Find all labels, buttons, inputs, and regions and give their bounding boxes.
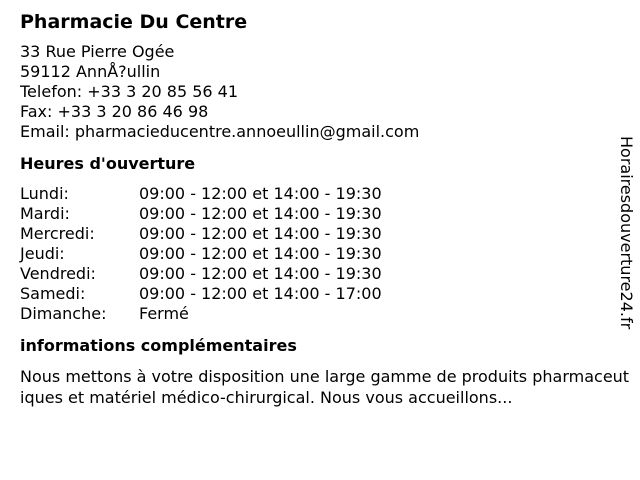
time-range: 09:00 - 12:00 et 14:00 - 19:30 [139, 264, 382, 283]
hours-row [20, 244, 610, 264]
address-street: 33 Rue Pierre Ogée [20, 42, 175, 61]
additional-info-heading: informations complémentaires [20, 336, 297, 355]
time-range: Fermé [139, 304, 189, 323]
hours-row [20, 284, 610, 304]
site-watermark: Horairesdouverture24.fr [617, 136, 636, 330]
opening-hours-table [20, 184, 610, 324]
time-range: 09:00 - 12:00 et 14:00 - 17:00 [139, 284, 382, 303]
day-label: Lundi: [20, 184, 69, 203]
time-range: 09:00 - 12:00 et 14:00 - 19:30 [139, 184, 382, 203]
hours-row [20, 304, 610, 324]
hours-row [20, 224, 610, 244]
address-city: 59112 AnnÅ?ullin [20, 62, 161, 81]
day-label: Mardi: [20, 204, 70, 223]
time-range: 09:00 - 12:00 et 14:00 - 19:30 [139, 224, 382, 243]
opening-hours-heading: Heures d'ouverture [20, 154, 196, 173]
pharmacy-name: Pharmacie Du Centre [20, 11, 248, 33]
contact-block [20, 42, 610, 142]
day-label: Mercredi: [20, 224, 95, 243]
additional-info-text: Nous mettons à votre disposition une large gamme de produits pharmaceutiques et matériel médico-chirurgical. Nous vous accueillons... [20, 367, 630, 407]
day-label: Samedi: [20, 284, 86, 303]
day-label: Vendredi: [20, 264, 96, 283]
phone-number: Telefon: +33 3 20 85 56 41 [20, 82, 239, 101]
hours-row [20, 184, 610, 204]
hours-row [20, 204, 610, 224]
day-label: Jeudi: [20, 244, 65, 263]
day-label: Dimanche: [20, 304, 107, 323]
email-address: Email: pharmacieducentre.annoeullin@gmail.com [20, 122, 420, 141]
time-range: 09:00 - 12:00 et 14:00 - 19:30 [139, 244, 382, 263]
fax-number: Fax: +33 3 20 86 46 98 [20, 102, 209, 121]
time-range: 09:00 - 12:00 et 14:00 - 19:30 [139, 204, 382, 223]
hours-row [20, 264, 610, 284]
